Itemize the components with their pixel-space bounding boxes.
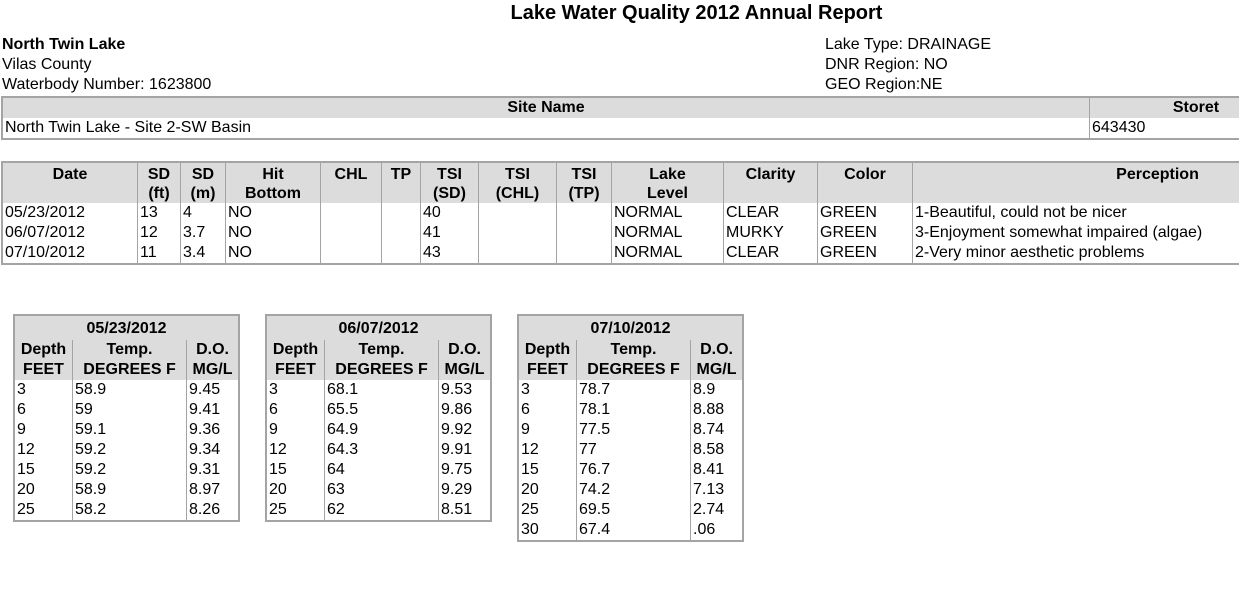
obs-cell: 3-Enjoyment somewhat impaired (algae) (913, 223, 1239, 243)
profile-header-depth: FEET (15, 360, 73, 380)
profile-cell: 74.2 (577, 480, 691, 500)
obs-header-9 (612, 163, 724, 203)
obs-header-7 (479, 163, 557, 203)
profile-cell: 67.4 (577, 520, 691, 540)
profile-cell: 20 (519, 480, 577, 500)
site-name-header: Site Name (3, 98, 1090, 118)
table-row (15, 460, 238, 480)
obs-header-10 (724, 163, 818, 203)
obs-header-5 (382, 163, 421, 203)
table-row (15, 500, 238, 520)
obs-cell (479, 223, 557, 243)
table-row (519, 420, 742, 440)
obs-cell: 3.4 (181, 243, 226, 263)
obs-header-line: (CHL) (495, 185, 540, 202)
obs-cell: 07/10/2012 (3, 243, 138, 263)
profile-cell: 8.74 (693, 421, 725, 438)
profile-header-depth: FEET (519, 360, 577, 380)
storet-header: Storet (1090, 98, 1239, 118)
profile-header-depth: FEET (267, 360, 325, 380)
profile-cell: 59.1 (73, 420, 187, 440)
profile-cell: 69.5 (577, 500, 691, 520)
storet-cell: 643430 (1090, 118, 1239, 138)
obs-header-line: Level (647, 185, 688, 202)
profile-cell: 64.9 (325, 420, 439, 440)
profile-cell: 9.31 (189, 461, 221, 478)
lake-info (2, 35, 211, 95)
table-row (15, 380, 238, 400)
profile-cell: 9.45 (189, 381, 221, 398)
profile-cell: 2.74 (693, 501, 725, 518)
profile-header-temp: DEGREES F (325, 360, 439, 380)
dnr-region: DNR Region: NO (825, 56, 948, 73)
profile-table-2 (265, 314, 492, 522)
profile-cell: 8.51 (441, 501, 473, 518)
obs-cell: 05/23/2012 (3, 203, 138, 223)
obs-header-line: SD (147, 166, 171, 183)
profile-cell: 7.13 (693, 481, 725, 498)
profile-cell: 8.88 (693, 401, 725, 418)
profile-cell: 3 (267, 380, 325, 400)
profile-cell: 8.58 (693, 441, 725, 458)
profile-header-temp: DEGREES F (577, 360, 691, 380)
profile-cell: 9 (267, 420, 325, 440)
profile-cell: 77 (577, 440, 691, 460)
obs-cell: GREEN (818, 223, 913, 243)
table-row (267, 480, 490, 500)
profile-cell: 76.7 (577, 460, 691, 480)
report-title: Lake Water Quality 2012 Annual Report (510, 2, 883, 24)
obs-header-11 (818, 163, 913, 203)
profile-cell: 8.41 (693, 461, 725, 478)
obs-header-line: (ft) (148, 185, 170, 202)
profile-header-temp: Temp. (325, 340, 439, 360)
profile-cell: 30 (519, 520, 577, 540)
obs-cell: GREEN (818, 203, 913, 223)
profile-cell: 78.1 (577, 400, 691, 420)
table-row (15, 420, 238, 440)
table-row (519, 520, 742, 540)
obs-header-line: (TP) (568, 185, 600, 202)
obs-header-line: Lake (649, 166, 686, 183)
lake-type: Lake Type: DRAINAGE (825, 36, 991, 53)
obs-cell (382, 243, 421, 263)
table-row (3, 203, 1239, 223)
profile-cell: 59 (73, 400, 187, 420)
obs-cell: 43 (421, 243, 479, 263)
table-row (519, 460, 742, 480)
obs-cell: GREEN (818, 243, 913, 263)
obs-header-4 (321, 163, 382, 203)
obs-header-line: (SD) (433, 185, 466, 202)
obs-header-3 (226, 163, 321, 203)
profile-cell: 9.92 (441, 421, 473, 438)
obs-cell: 2-Very minor aesthetic problems (913, 243, 1239, 263)
profile-cell: 77.5 (577, 420, 691, 440)
obs-cell: 4 (181, 203, 226, 223)
profile-cell: 20 (267, 480, 325, 500)
waterbody-number: Waterbody Number: 1623800 (2, 76, 212, 93)
obs-header-line: (m) (190, 185, 216, 202)
profile-header-temp: Temp. (73, 340, 187, 360)
obs-cell (557, 203, 612, 223)
obs-cell (479, 203, 557, 223)
profile-cell: 9.86 (441, 401, 473, 418)
profile-header-do: MG/L (691, 360, 742, 380)
profile-header-do: D.O. (691, 340, 742, 360)
profile-cell: 8.97 (189, 481, 221, 498)
obs-cell: 1-Beautiful, could not be nicer (913, 203, 1239, 223)
profile-cell: 58.9 (73, 380, 187, 400)
table-row (267, 440, 490, 460)
profile-header-depth: Depth (267, 340, 325, 360)
obs-cell: NO (226, 203, 321, 223)
obs-cell (557, 243, 612, 263)
obs-header-12 (913, 163, 1239, 203)
table-row (267, 380, 490, 400)
obs-header-line: CHL (334, 166, 368, 183)
profile-header-depth: Depth (519, 340, 577, 360)
table-row (15, 440, 238, 460)
profile-cell: 25 (15, 500, 73, 520)
obs-cell: 40 (421, 203, 479, 223)
profile-date: 07/10/2012 (519, 316, 742, 340)
obs-cell: NORMAL (612, 203, 724, 223)
profile-table-1 (13, 314, 240, 522)
profile-cell: 25 (267, 500, 325, 520)
observation-table (1, 161, 1239, 265)
obs-header-line: TP (390, 166, 412, 183)
profile-cell: 78.7 (577, 380, 691, 400)
profile-cell: 63 (325, 480, 439, 500)
profile-cell: 8.9 (693, 381, 716, 398)
profile-cell: 12 (15, 440, 73, 460)
obs-cell (557, 223, 612, 243)
obs-header-6 (421, 163, 479, 203)
obs-header-line: Clarity (745, 166, 796, 183)
obs-header-line: Hit (262, 166, 284, 183)
obs-header-2 (181, 163, 226, 203)
geo-region: GEO Region:NE (825, 76, 943, 93)
table-row (519, 380, 742, 400)
profile-cell: 8.26 (189, 501, 221, 518)
obs-cell: CLEAR (724, 203, 818, 223)
profile-cell: 9.34 (189, 441, 221, 458)
county: Vilas County (2, 56, 92, 73)
obs-cell: MURKY (724, 223, 818, 243)
profile-cell: 6 (15, 400, 73, 420)
profile-cell: 9 (15, 420, 73, 440)
profile-cell: 59.2 (73, 440, 187, 460)
profile-cell: 6 (519, 400, 577, 420)
profile-cell: 9.75 (441, 461, 473, 478)
table-row (267, 460, 490, 480)
profile-cell: 12 (267, 440, 325, 460)
table-row (519, 400, 742, 420)
obs-cell (382, 203, 421, 223)
profile-cell: 6 (267, 400, 325, 420)
obs-cell: 11 (138, 243, 181, 263)
profile-cell: 65.5 (325, 400, 439, 420)
profile-cell: 62 (325, 500, 439, 520)
obs-cell: NORMAL (612, 223, 724, 243)
profile-header-do: D.O. (439, 340, 490, 360)
profile-cell: 15 (519, 460, 577, 480)
profile-cell: 3 (15, 380, 73, 400)
profile-cell: 15 (15, 460, 73, 480)
obs-header-0 (3, 163, 138, 203)
table-row (267, 500, 490, 520)
profile-date: 05/23/2012 (15, 316, 238, 340)
profile-cell: 9.53 (441, 381, 473, 398)
profile-header-do: MG/L (439, 360, 490, 380)
obs-cell: 13 (138, 203, 181, 223)
obs-cell: NO (226, 223, 321, 243)
table-row (15, 400, 238, 420)
profile-cell: .06 (693, 521, 716, 538)
table-row (3, 243, 1239, 263)
profile-cell: 20 (15, 480, 73, 500)
obs-cell: 41 (421, 223, 479, 243)
site-name-cell: North Twin Lake - Site 2-SW Basin (3, 118, 1090, 138)
obs-cell: 06/07/2012 (3, 223, 138, 243)
profile-header-temp: DEGREES F (73, 360, 187, 380)
profile-cell: 25 (519, 500, 577, 520)
obs-header-line: Bottom (245, 185, 301, 202)
profile-cell: 9.36 (189, 421, 221, 438)
lake-name: North Twin Lake (2, 36, 126, 53)
obs-cell (321, 243, 382, 263)
obs-header-1 (138, 163, 181, 203)
profile-header-depth: Depth (15, 340, 73, 360)
obs-cell: 3.7 (181, 223, 226, 243)
obs-cell (321, 203, 382, 223)
profile-cell: 68.1 (325, 380, 439, 400)
profile-cell: 9.29 (441, 481, 473, 498)
profile-cell: 3 (519, 380, 577, 400)
obs-cell (479, 243, 557, 263)
obs-header-line: TSI (571, 166, 597, 183)
site-table (1, 96, 1239, 140)
table-row (267, 400, 490, 420)
table-row (519, 480, 742, 500)
profile-cell: 15 (267, 460, 325, 480)
profile-header-do: D.O. (187, 340, 238, 360)
table-row (519, 440, 742, 460)
profile-header-do: MG/L (187, 360, 238, 380)
obs-header-line: Date (52, 166, 88, 183)
obs-cell: NORMAL (612, 243, 724, 263)
table-row (267, 420, 490, 440)
obs-header-8 (557, 163, 612, 203)
obs-header-line: Color (844, 166, 886, 183)
profile-cell: 12 (519, 440, 577, 460)
obs-cell: 12 (138, 223, 181, 243)
obs-cell: CLEAR (724, 243, 818, 263)
profile-cell: 9.41 (189, 401, 221, 418)
table-row (3, 223, 1239, 243)
obs-cell (321, 223, 382, 243)
table-row (519, 500, 742, 520)
profile-cell: 9.91 (441, 441, 473, 458)
obs-header-line: TSI (437, 166, 462, 183)
profile-cell: 64.3 (325, 440, 439, 460)
profile-cell: 58.9 (73, 480, 187, 500)
obs-header-line: TSI (505, 166, 530, 183)
table-row (15, 480, 238, 500)
profile-cell: 59.2 (73, 460, 187, 480)
profile-date: 06/07/2012 (267, 316, 490, 340)
obs-cell: NO (226, 243, 321, 263)
profile-header-temp: Temp. (577, 340, 691, 360)
obs-header-line: Perception (1116, 166, 1199, 183)
lake-classification (825, 35, 991, 95)
obs-header-line: SD (191, 166, 215, 183)
profile-table-3 (517, 314, 744, 542)
profile-cell: 58.2 (73, 500, 187, 520)
profile-cell: 64 (325, 460, 439, 480)
profile-cell: 9 (519, 420, 577, 440)
obs-cell (382, 223, 421, 243)
